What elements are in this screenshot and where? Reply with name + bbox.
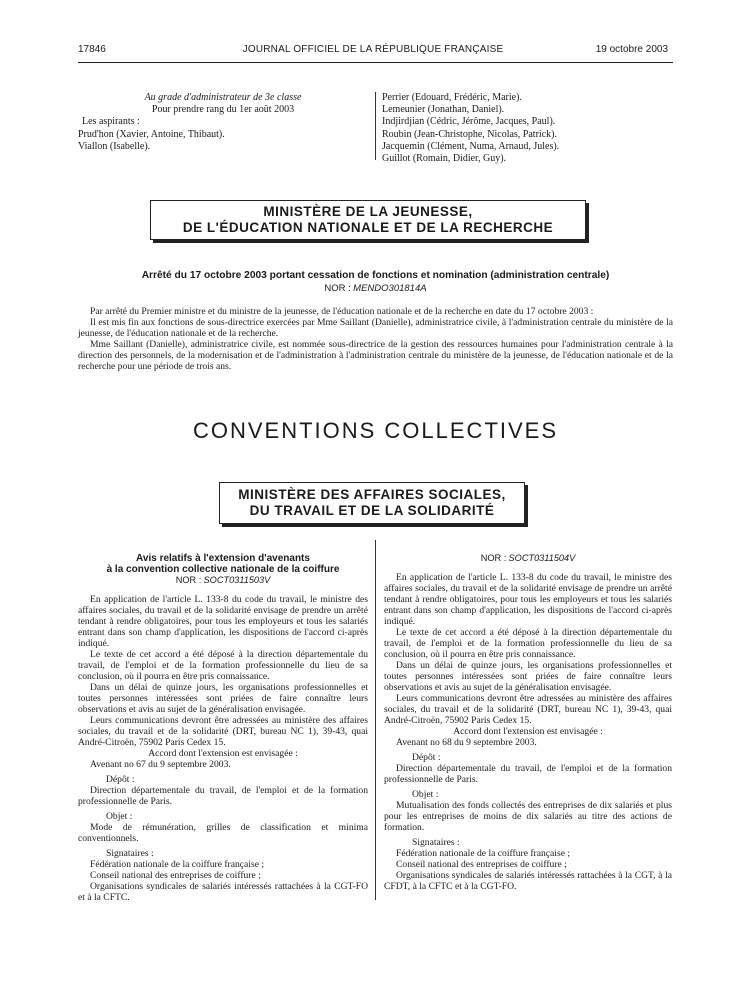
ministry-box-social-affairs — [219, 482, 525, 524]
avenant-line: Avenant no 68 du 9 septembre 2003. — [396, 737, 537, 748]
objet-label: Objet : — [106, 811, 133, 822]
nor-code: SOCT0311503V — [203, 575, 271, 585]
name-entry: Indjirdjian (Cédric, Jérôme, Jacques, Paul). — [382, 116, 556, 128]
avenant-line: Avenant no 67 du 9 septembre 2003. — [90, 759, 231, 770]
right-column — [384, 553, 672, 892]
paragraph: Le texte de cet accord a été déposé à la direction départementale du travail, de l'emploi et de la formation professionnelle du lieu de sa conclusion, où il pourra en être pris connaissance. — [384, 627, 672, 660]
objet-text: Mutualisation des fonds collectés des entreprises de dix salariés et plus pour les entreprises de moins de dix salariés au titre des actions de formation. — [384, 800, 672, 833]
paragraph: En application de l'article L. 133-8 du code du travail, le ministre des affaires sociales, du travail et de la solidarité envisage de prendre un arrêté tendant à rendre obligatoires, pour tous les employeurs et tous les salariés entrant dans son champ d'application, les dispositions de l'accord ci-après indiqué. — [78, 594, 368, 649]
name-entry: Viallon (Isabelle). — [78, 140, 151, 152]
header-rule — [78, 62, 673, 63]
nor-label: NOR : — [175, 575, 202, 585]
arrete-paragraph: Par arrêté du Premier ministre et du ministre de la jeunesse, de l'éducation nationale et de la recherche en date du 17 octobre 2003 : — [90, 306, 594, 317]
signatory: Conseil national des entreprises de coiffure ; — [90, 870, 261, 881]
paragraph: En application de l'article L. 133-8 du code du travail, le ministre des affaires sociales, du travail et de la solidarité envisage de prendre un arrêté tendant à rendre obligatoires, pour tous les employeurs et tous les salariés entrant dans son champ d'application, les dispositions de l'accord ci-après indiqué. — [384, 572, 672, 627]
signatory: Conseil national des entreprises de coiffure ; — [396, 859, 567, 870]
paragraph: Dans un délai de quinze jours, les organisations professionnelles et toutes personnes intéressées sont priées de faire connaître leurs observations et avis au sujet de la généralisation envisagée. — [384, 660, 672, 693]
ministry-line: DU TRAVAIL ET DE LA SOLIDARITÉ — [249, 503, 495, 518]
avis-title-line: Avis relatifs à l'extension d'avenants — [136, 553, 310, 564]
depot-text: Direction départementale du travail, de l'emploi et de la formation professionnelle de Paris. — [384, 763, 672, 785]
objet-label: Objet : — [412, 789, 439, 800]
arrete-nor — [78, 283, 673, 294]
nor-label: NOR : — [324, 283, 351, 294]
page-header — [78, 44, 668, 60]
grade-line: Au grade d'administrateur de 3e classe — [144, 92, 302, 103]
signatory: Organisations syndicales de salariés intéressés rattachées à la CGT-FO et à la CFTC. — [78, 881, 368, 903]
ministry-line: DE L'ÉDUCATION NATIONALE ET DE LA RECHERCHE — [182, 220, 554, 235]
nor-label: NOR : — [480, 553, 507, 563]
paragraph: Le texte de cet accord a été déposé à la direction départementale du travail, de l'emploi et de la formation professionnelle du lieu de sa conclusion, où il pourra en être pris connaissance. — [78, 649, 368, 682]
arrete-body — [78, 306, 673, 372]
signatory: Organisations syndicales de salariés intéressés rattachées à la CGT, à la CFDT, à la CFTC et à la CGT-FO. — [384, 870, 672, 892]
objet-text: Mode de rémunération, grilles de classification et minima conventionnels. — [78, 822, 368, 844]
paragraph: Leurs communications devront être adressées au ministère des affaires sociales, du travail et de la solidarité (DRT, bureau NC 1), 39-43, quai André-Citroën, 75902 Paris Cedex 15. — [78, 715, 368, 748]
nor-code: SOCT0311504V — [508, 553, 576, 563]
issue-date: 19 octobre 2003 — [595, 44, 668, 55]
signatory: Fédération nationale de la coiffure française ; — [396, 848, 571, 859]
signataires-label: Signataires : — [106, 848, 154, 859]
left-column — [78, 553, 368, 903]
section-title: CONVENTIONS COLLECTIVES — [192, 418, 559, 443]
avis-title-line: à la convention collective nationale de la coiffure — [106, 564, 340, 575]
rank-line: Pour prendre rang du 1er août 2003 — [151, 104, 295, 116]
nor-line — [78, 575, 368, 586]
signataires-label: Signataires : — [412, 837, 460, 848]
promotion-block-right — [382, 92, 672, 165]
name-entry: Jacquemin (Clément, Numa, Arnaud, Jules). — [382, 140, 560, 152]
name-entry: Perrier (Edouard, Frédéric, Marie). — [382, 92, 522, 103]
column-divider — [375, 540, 376, 900]
aspirants-label: Les aspirants : — [82, 116, 140, 128]
nor-line — [384, 553, 672, 564]
depot-text: Direction départementale du travail, de l'emploi et de la formation professionnelle de Paris. — [78, 785, 368, 807]
name-entry: Lemeunier (Jonathan, Daniel). — [382, 104, 505, 116]
arrete-title: Arrêté du 17 octobre 2003 portant cessation de fonctions et nomination (administration centrale) — [141, 270, 610, 281]
ministry-line: MINISTÈRE DE LA JEUNESSE, — [263, 204, 473, 219]
name-entry: Prud'hon (Xavier, Antoine, Thibaut). — [78, 128, 225, 140]
ministry-line: MINISTÈRE DES AFFAIRES SOCIALES, — [238, 487, 506, 502]
depot-label: Dépôt : — [412, 752, 441, 763]
arrete-paragraph: Il est mis fin aux fonctions de sous-directrice exercées par Mme Saillant (Danielle), administratrice civile, à l'administration centrale du ministère de la jeunesse, de l'éducation nationale et de la recherche. — [78, 317, 673, 339]
paragraph: Dans un délai de quinze jours, les organisations professionnelles et toutes personnes intéressées sont priées de faire connaître leurs observations et avis au sujet de la généralisation envisagée. — [78, 682, 368, 715]
accord-label: Accord dont l'extension est envisagée : — [148, 748, 298, 759]
avis-title — [78, 553, 368, 575]
page-number: 17846 — [78, 44, 106, 55]
promotion-block-left — [78, 92, 368, 153]
signatory: Fédération nationale de la coiffure française ; — [90, 859, 265, 870]
name-entry: Roubin (Jean-Christophe, Nicolas, Patrick). — [382, 128, 557, 140]
column-divider — [375, 92, 376, 160]
ministry-box-education — [150, 200, 586, 240]
name-entry: Guillot (Romain, Didier, Guy). — [382, 153, 507, 165]
arrete-paragraph: Mme Saillant (Danielle), administratrice civile, est nommée sous-directrice de la gestion des ressources humaines pour l'administration centrale à la direction des personnels, de la modernisation et de l'administration à l'administration centrale du ministère de la jeunesse, de l'éducation nationale et de la recherche pour une période de trois ans. — [78, 339, 673, 372]
journal-title: JOURNAL OFFICIEL DE LA RÉPUBLIQUE FRANÇAISE — [242, 44, 504, 55]
accord-label: Accord dont l'extension est envisagée : — [453, 726, 603, 737]
depot-label: Dépôt : — [106, 774, 135, 785]
nor-code: MENDO301814A — [353, 283, 427, 294]
paragraph: Leurs communications devront être adressées au ministère des affaires sociales, du travail et de la solidarité (DRT, bureau NC 1), 39-43, quai André-Citroën, 75902 Paris Cedex 15. — [384, 693, 672, 726]
